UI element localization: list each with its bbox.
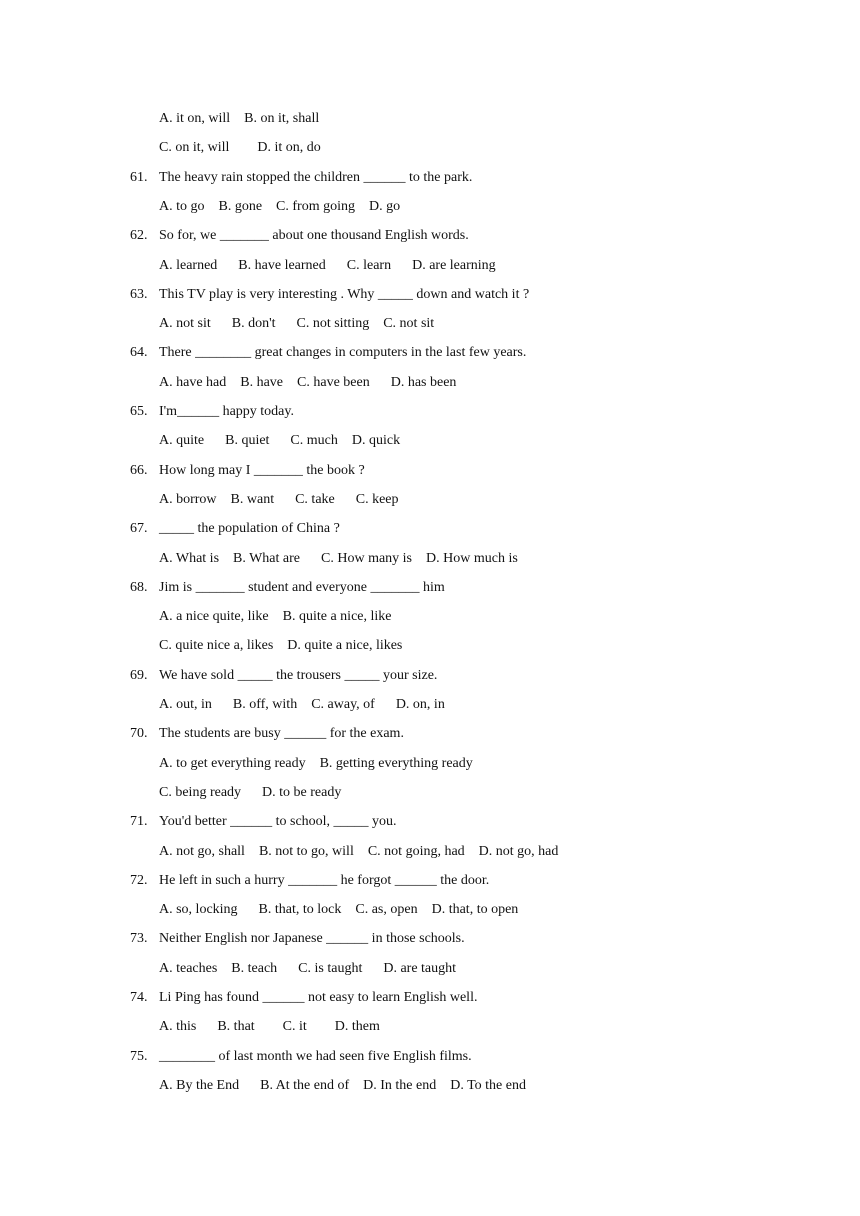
question-number: 62.	[130, 228, 148, 243]
answer-options: C. on it, will D. it on, do	[159, 140, 321, 155]
question-stem: There ________ great changes in computers in the last few years.	[159, 345, 527, 360]
question-number: 65.	[130, 404, 148, 419]
question-stem: _____ the population of China ?	[159, 521, 340, 536]
question-stem: He left in such a hurry _______ he forgot ______ the door.	[159, 873, 490, 888]
question-number: 70.	[130, 726, 148, 741]
answer-options: A. By the End B. At the end of D. In the end D. To the end	[159, 1078, 526, 1093]
answer-options: A. borrow B. want C. take C. keep	[159, 492, 399, 507]
question-stem: Neither English nor Japanese ______ in those schools.	[159, 931, 465, 946]
question-stem: ________ of last month we had seen five English films.	[159, 1049, 472, 1064]
question-number: 66.	[130, 463, 148, 478]
answer-options: A. to go B. gone C. from going D. go	[159, 199, 401, 214]
answer-options: A. teaches B. teach C. is taught D. are taught	[159, 961, 457, 976]
question-stem: I'm______ happy today.	[159, 404, 294, 419]
question-number: 68.	[130, 580, 148, 595]
answer-options: C. quite nice a, likes D. quite a nice, likes	[159, 638, 403, 653]
answer-options: A. learned B. have learned C. learn D. are learning	[159, 258, 496, 273]
answer-options: A. it on, will B. on it, shall	[159, 111, 320, 126]
question-number: 75.	[130, 1049, 148, 1064]
answer-options: A. out, in B. off, with C. away, of D. on, in	[159, 697, 445, 712]
question-stem: The students are busy ______ for the exam.	[159, 726, 404, 741]
question-number: 64.	[130, 345, 148, 360]
question-number: 69.	[130, 668, 148, 683]
answer-options: A. so, locking B. that, to lock C. as, open D. that, to open	[159, 902, 519, 917]
question-stem: So for, we _______ about one thousand English words.	[159, 228, 469, 243]
question-stem: The heavy rain stopped the children ______ to the park.	[159, 170, 473, 185]
answer-options: A. to get everything ready B. getting everything ready	[159, 756, 473, 771]
question-number: 63.	[130, 287, 148, 302]
answer-options: A. not sit B. don't C. not sitting C. not sit	[159, 316, 435, 331]
answer-options: A. What is B. What are C. How many is D. How much is	[159, 551, 518, 566]
answer-options: C. being ready D. to be ready	[159, 785, 342, 800]
question-number: 72.	[130, 873, 148, 888]
question-stem: You'd better ______ to school, _____ you.	[159, 814, 397, 829]
question-number: 61.	[130, 170, 148, 185]
question-number: 74.	[130, 990, 148, 1005]
answer-options: A. have had B. have C. have been D. has been	[159, 375, 457, 390]
question-stem: Jim is _______ student and everyone _______ him	[159, 580, 445, 595]
answer-options: A. this B. that C. it D. them	[159, 1019, 380, 1034]
answer-options: A. quite B. quiet C. much D. quick	[159, 433, 401, 448]
question-stem: This TV play is very interesting . Why _____ down and watch it ?	[159, 287, 530, 302]
question-number: 73.	[130, 931, 148, 946]
question-number: 71.	[130, 814, 148, 829]
answer-options: A. not go, shall B. not to go, will C. not going, had D. not go, had	[159, 844, 559, 859]
question-number: 67.	[130, 521, 148, 536]
answer-options: A. a nice quite, like B. quite a nice, like	[159, 609, 392, 624]
question-stem: We have sold _____ the trousers _____ your size.	[159, 668, 438, 683]
question-stem: Li Ping has found ______ not easy to learn English well.	[159, 990, 478, 1005]
question-stem: How long may I _______ the book ?	[159, 463, 365, 478]
